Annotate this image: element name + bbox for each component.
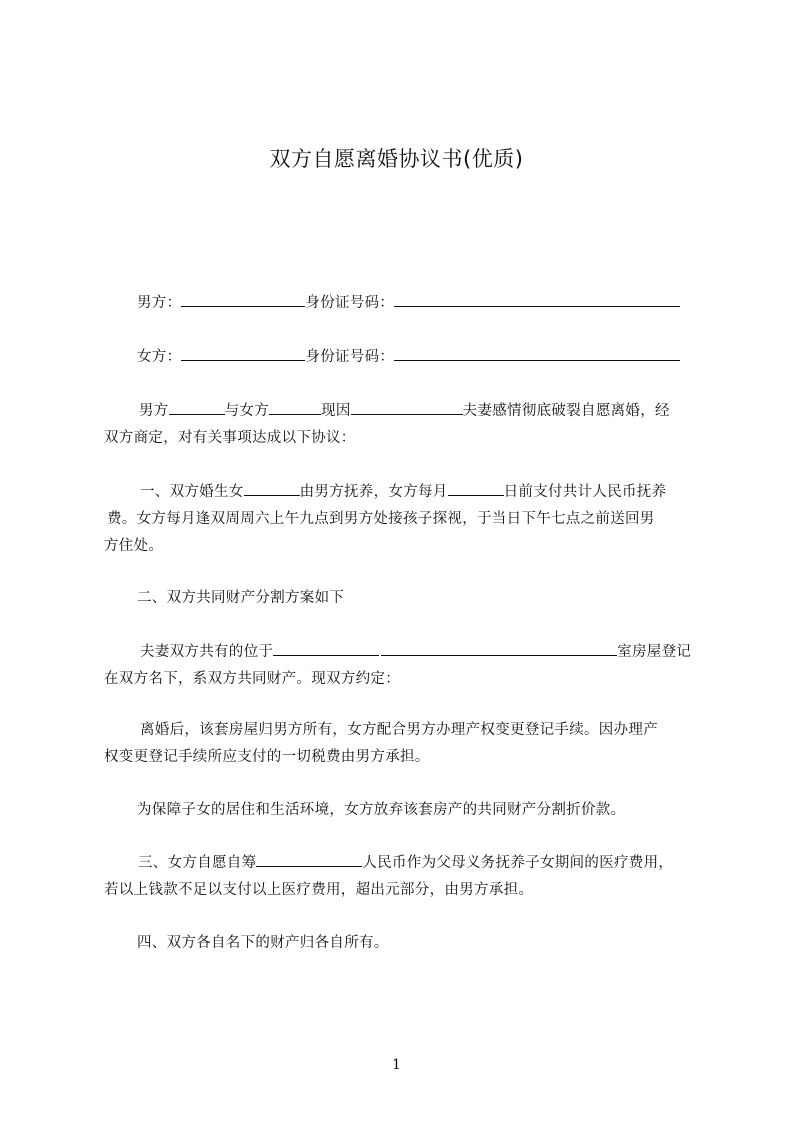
wife-name-blank (181, 346, 305, 361)
husband-label: 男方： (137, 295, 182, 311)
husband-id-blank (394, 292, 680, 307)
property-location-blank-1 (273, 641, 379, 656)
intro-husband-blank (169, 400, 225, 415)
property-location-blank-2 (381, 641, 617, 656)
intro-line-2: 双方商定，对有关事项达成以下协议： (104, 430, 356, 446)
clause-2-heading: 二、双方共同财产分割方案如下 (137, 590, 345, 606)
clause-3-text-b: 人民币作为父母义务抚养子女期间的医疗费用， (362, 855, 674, 871)
intro-text-wife: 与女方 (224, 403, 270, 419)
property-text-a: 夫妻双方共有的位于 (140, 644, 274, 660)
wife-info-line (137, 345, 680, 366)
clause-3-text-a: 三、女方自愿自筹 (138, 855, 257, 871)
property-terms-line-1: 离婚后，该套房屋归男方所有，女方配合男方办理产权变更登记手续。因办理产 (140, 722, 658, 738)
clause-1-line-1 (140, 480, 666, 501)
wife-id-label: 身份证号码： (305, 349, 395, 365)
property-line-1 (140, 640, 691, 661)
intro-text-reason: 现因 (321, 403, 351, 419)
husband-name-blank (181, 292, 305, 307)
clause-1-day-blank (448, 481, 504, 496)
wife-id-blank (394, 346, 680, 361)
intro-line-1 (139, 399, 670, 420)
property-text-b: 室房屋登记 (617, 644, 692, 660)
clause-1-text-b: 由男方抚养，女方每月 (299, 484, 448, 500)
property-terms-line-2: 权变更登记手续所应支付的一切税费由男方承担。 (104, 749, 430, 765)
clause-4: 四、双方各自名下的财产归各自所有。 (137, 935, 389, 951)
property-line-2: 在双方名下，系双方共同财产。现双方约定： (104, 671, 400, 687)
husband-info-line (137, 291, 680, 312)
clause-1-text-a: 一、双方婚生女 (140, 484, 244, 500)
clause-3-line-2: 若以上钱款不足以支付以上医疗费用，超出元部分，由男方承担。 (104, 882, 534, 898)
document-title: 双方自愿离婚协议书(优质) (269, 147, 524, 171)
clause-1-line-3: 方住处。 (104, 538, 164, 554)
clause-3-line-1 (138, 851, 673, 872)
intro-wife-blank (269, 400, 321, 415)
wife-label: 女方： (137, 349, 182, 365)
husband-id-label: 身份证号码： (305, 295, 395, 311)
clause-3-amount-blank (256, 852, 362, 867)
clause-1-daughter-blank (244, 481, 300, 496)
intro-text-husband: 男方 (139, 403, 169, 419)
intro-text-end: 夫妻感情彻底破裂自愿离婚，经 (462, 403, 670, 419)
page-number: 1 (392, 1057, 401, 1073)
waiver-paragraph: 为保障子女的居住和生活环境，女方放弃该套房产的共同财产分割折价款。 (137, 802, 626, 818)
clause-1-line-2: 费。女方每月逢双周周六上午九点到男方处接孩子探视，于当日下午七点之前送回男 (107, 511, 655, 527)
intro-reason-blank (351, 400, 463, 415)
clause-1-text-c: 日前支付共计人民币抚养 (503, 484, 667, 500)
